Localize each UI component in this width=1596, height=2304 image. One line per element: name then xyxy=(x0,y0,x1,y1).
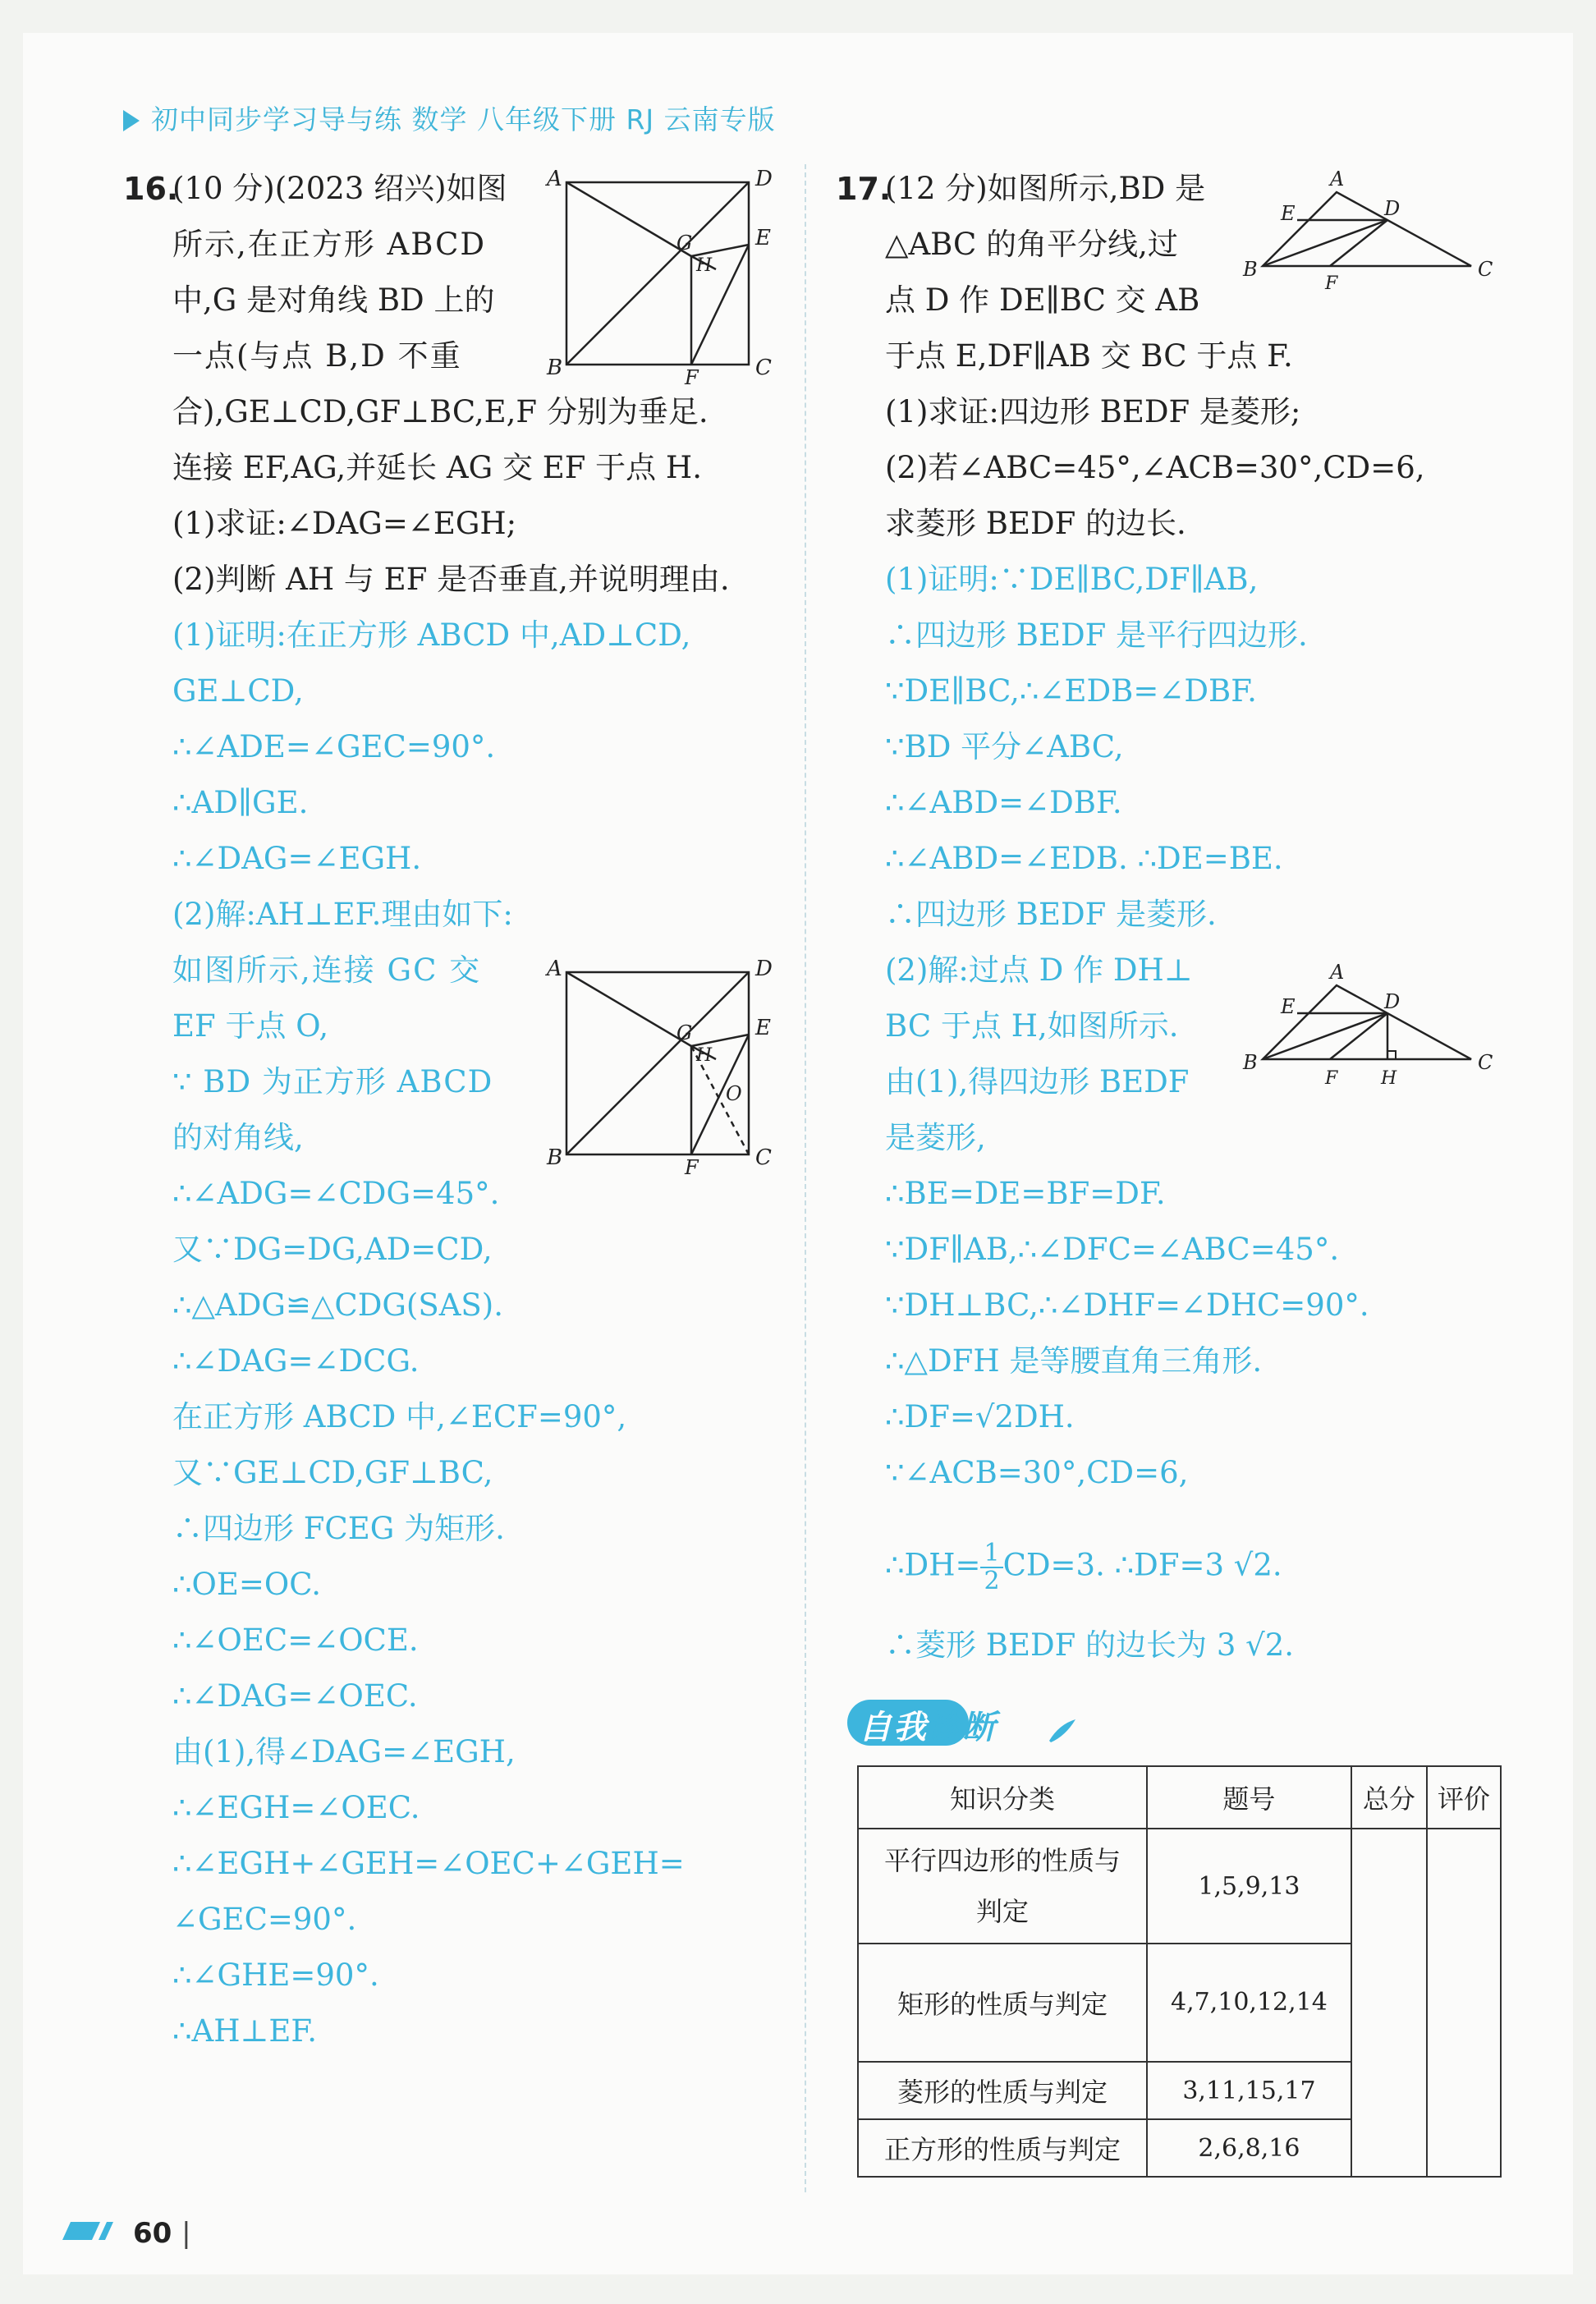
answer-line: ∴四边形 BEDF 是菱形. xyxy=(885,897,1217,932)
question-text: 中,G 是对角线 BD 上的 xyxy=(172,282,495,318)
answer-line: ∵DF∥AB,∴∠DFC=∠ABC=45°. xyxy=(885,1232,1340,1267)
label-D: D xyxy=(1384,197,1401,220)
label-F: F xyxy=(685,366,699,386)
label-H: H xyxy=(696,1045,713,1066)
answer-line: ∵DH⊥BC,∴∠DHF=∠DHC=90°. xyxy=(885,1287,1369,1323)
label-C: C xyxy=(1478,1051,1493,1074)
answer-line: ∴∠GHE=90°. xyxy=(172,1957,379,1993)
numbers-cell: 1,5,9,13 xyxy=(1147,1829,1351,1944)
answer-line: 由(1),得四边形 BEDF xyxy=(885,1064,1190,1099)
answer-line: (2)解:过点 D 作 DH⊥ xyxy=(885,952,1193,988)
label-B: B xyxy=(547,356,563,380)
label-B: B xyxy=(547,1145,563,1170)
answer-line: ∴DF=√2DH. xyxy=(885,1399,1075,1434)
answer-line: ∴四边形 FCEG 为矩形. xyxy=(172,1511,505,1546)
answer-text: ∴DH= xyxy=(885,1547,981,1583)
answer-line: 的对角线, xyxy=(172,1120,304,1155)
topic-cell: 正方形的性质与判定 xyxy=(858,2119,1147,2177)
page-stripe-icon xyxy=(59,2219,117,2243)
answer-line: ∵∠ACB=30°,CD=6, xyxy=(885,1455,1189,1490)
figure-triangle-with-h xyxy=(1240,961,1494,1092)
title-part-blue: 诊断 xyxy=(928,1709,997,1746)
fraction-numerator: 1 xyxy=(980,1540,1002,1568)
answer-line: ∴AH⊥EF. xyxy=(172,2013,318,2049)
answer-line: ∵ BD 为正方形 ABCD xyxy=(172,1064,493,1099)
answer-line: ∵DE∥BC,∴∠EDB=∠DBF. xyxy=(885,673,1257,709)
question-text: 于点 E,DF∥AB 交 BC 于点 F. xyxy=(885,338,1293,374)
label-D: D xyxy=(1384,990,1401,1013)
label-D: D xyxy=(755,957,773,981)
answer-line: ∴∠ADG=∠CDG=45°. xyxy=(172,1176,500,1211)
answer-line: ∵BD 平分∠ABC, xyxy=(885,729,1124,764)
header-total-score: 总分 xyxy=(1351,1766,1427,1829)
label-B: B xyxy=(1243,258,1258,281)
label-E: E xyxy=(755,226,771,250)
answer-line: (1)证明:在正方形 ABCD 中,AD⊥CD, xyxy=(172,617,691,653)
label-C: C xyxy=(1478,258,1493,281)
leaf-icon xyxy=(1049,1719,1075,1742)
table-row xyxy=(858,1829,1501,1944)
label-A: A xyxy=(1330,168,1345,190)
question-text: (2)判断 AH 与 EF 是否垂直,并说明理由. xyxy=(172,562,730,597)
answer-line: ∴∠ADE=∠GEC=90°. xyxy=(172,729,496,764)
question-text: (12 分)如图所示,BD 是 xyxy=(885,171,1206,206)
question-text: 点 D 作 DE∥BC 交 AB xyxy=(885,282,1200,318)
table-header-row xyxy=(858,1766,1501,1829)
question-number: 17. xyxy=(836,171,892,207)
total-score-cell[interactable] xyxy=(1351,1829,1427,2177)
header-evaluation: 评价 xyxy=(1427,1766,1501,1829)
label-G: G xyxy=(676,232,693,255)
numbers-cell: 2,6,8,16 xyxy=(1147,2119,1351,2177)
label-D: D xyxy=(755,167,773,191)
answer-line: BC 于点 H,如图所示. xyxy=(885,1008,1179,1044)
question-text: △ABC 的角平分线,过 xyxy=(885,227,1178,262)
numbers-cell: 3,11,15,17 xyxy=(1147,2062,1351,2119)
question-text: (1)求证:四边形 BEDF 是菱形; xyxy=(885,394,1301,429)
label-A: A xyxy=(547,957,562,981)
answer-line: ∴菱形 BEDF 的边长为 3 √2. xyxy=(885,1627,1295,1663)
label-A: A xyxy=(547,167,562,191)
header-topic: 知识分类 xyxy=(858,1766,1147,1829)
answer-line: ∴∠OEC=∠OCE. xyxy=(172,1622,419,1658)
answer-line: ∴OE=OC. xyxy=(172,1567,321,1602)
label-O: O xyxy=(726,1082,742,1105)
topic-cell: 矩形的性质与判定 xyxy=(858,1944,1147,2062)
answer-line: GE⊥CD, xyxy=(172,673,304,709)
answer-line: ∴△DFH 是等腰直角三角形. xyxy=(885,1343,1263,1379)
play-triangle-icon xyxy=(123,110,140,131)
label-F: F xyxy=(685,1156,699,1179)
answer-line: ∴∠ABD=∠EDB. ∴DE=BE. xyxy=(885,841,1283,876)
label-C: C xyxy=(755,1145,772,1170)
answer-line: (1)证明:∵DE∥BC,DF∥AB, xyxy=(885,562,1259,597)
evaluation-cell[interactable] xyxy=(1427,1829,1501,2177)
answer-line: ∴∠EGH+∠GEH=∠OEC+∠GEH= xyxy=(172,1846,685,1881)
topic-cell: 平行四边形的性质与判定 xyxy=(858,1829,1147,1944)
question-number: 16. xyxy=(123,171,179,207)
answer-line: (2)解:AH⊥EF.理由如下: xyxy=(172,897,513,932)
header-question-numbers: 题号 xyxy=(1147,1766,1351,1829)
answer-line: ∴△ADG≌△CDG(SAS). xyxy=(172,1287,503,1323)
question-text: (2)若∠ABC=45°,∠ACB=30°,CD=6, xyxy=(885,450,1425,485)
question-text: 合),GE⊥CD,GF⊥BC,E,F 分别为垂足. xyxy=(172,394,709,429)
label-A: A xyxy=(1330,961,1345,984)
answer-line-dh xyxy=(885,1540,1282,1595)
answer-line: ∴四边形 BEDF 是平行四边形. xyxy=(885,617,1308,653)
answer-line: 如图所示,连接 GC 交 xyxy=(172,952,482,988)
question-text: 连接 EF,AG,并延长 AG 交 EF 于点 H. xyxy=(172,450,702,485)
self-diagnosis-title xyxy=(859,1701,997,1748)
label-H: H xyxy=(1381,1068,1397,1089)
answer-line: 又∵GE⊥CD,GF⊥BC, xyxy=(172,1455,493,1490)
answer-line: 又∵DG=DG,AD=CD, xyxy=(172,1232,493,1267)
answer-line: ∴∠DAG=∠EGH. xyxy=(172,841,422,876)
question-text: 所示,在正方形 ABCD xyxy=(172,227,487,262)
column-divider xyxy=(805,164,806,2192)
header-text: 初中同步学习导与练 数学 八年级下册 RJ 云南专版 xyxy=(151,103,776,135)
label-H: H xyxy=(696,255,713,276)
answer-line: ∴∠ABD=∠DBF. xyxy=(885,785,1122,820)
answer-line: ∴BE=DE=BF=DF. xyxy=(885,1176,1166,1211)
question-text: (10 分)(2023 绍兴)如图 xyxy=(172,171,507,206)
page-number-text: 60 xyxy=(133,2217,172,2250)
label-E: E xyxy=(755,1016,771,1040)
answer-line: ∴∠DAG=∠DCG. xyxy=(172,1343,420,1379)
topic-cell: 菱形的性质与判定 xyxy=(858,2062,1147,2119)
label-B: B xyxy=(1243,1051,1258,1074)
label-E: E xyxy=(1281,995,1296,1018)
page-number: 60 | xyxy=(133,2217,191,2250)
answer-line: ∴∠EGH=∠OEC. xyxy=(172,1790,420,1825)
label-C: C xyxy=(755,356,772,380)
question-text: 一点(与点 B,D 不重 xyxy=(172,338,462,374)
page-header xyxy=(123,99,776,137)
title-part-white: 自我 xyxy=(859,1709,928,1746)
answer-line: EF 于点 O, xyxy=(172,1008,329,1044)
fraction-one-half xyxy=(980,1540,1002,1595)
question-text: 求菱形 BEDF 的边长. xyxy=(885,506,1186,541)
answer-line: 在正方形 ABCD 中,∠ECF=90°, xyxy=(172,1399,627,1434)
figure-square-with-o xyxy=(542,954,780,1184)
fraction-denominator: 2 xyxy=(984,1567,1000,1595)
answer-line: 由(1),得∠DAG=∠EGH, xyxy=(172,1734,516,1769)
answer-line: ∴∠DAG=∠OEC. xyxy=(172,1678,418,1714)
label-F: F xyxy=(1325,1068,1338,1089)
numbers-cell: 4,7,10,12,14 xyxy=(1147,1944,1351,2062)
label-F: F xyxy=(1325,273,1338,291)
answer-line: ∠GEC=90°. xyxy=(172,1902,357,1937)
figure-triangle-abc xyxy=(1240,168,1494,291)
label-G: G xyxy=(676,1021,693,1044)
answer-line: ∴AD∥GE. xyxy=(172,785,309,820)
answer-line: 是菱形, xyxy=(885,1120,986,1155)
self-diagnosis-table xyxy=(857,1765,1502,2178)
figure-square-abcd xyxy=(542,164,780,386)
question-text: (1)求证:∠DAG=∠EGH; xyxy=(172,506,517,541)
answer-text: CD=3. ∴DF=3 √2. xyxy=(1002,1547,1282,1583)
label-E: E xyxy=(1281,202,1296,225)
